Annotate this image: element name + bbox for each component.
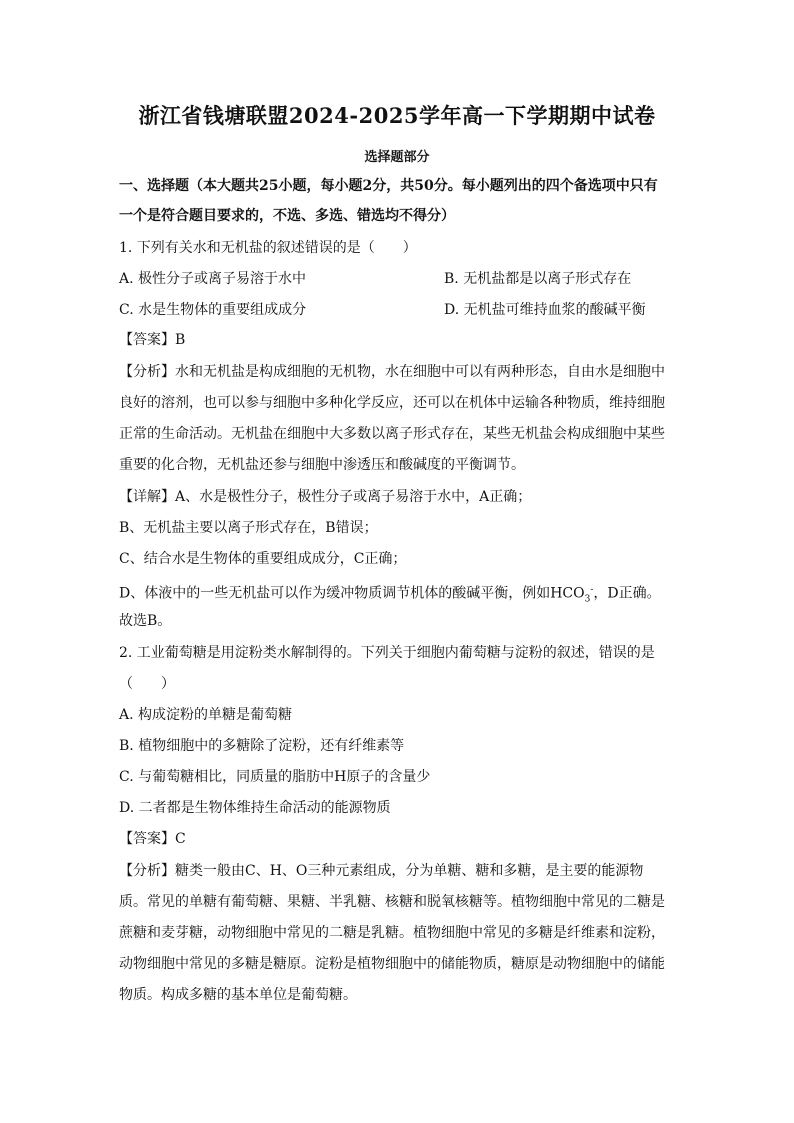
q2-analysis-line: 物质。构成多糖的基本单位是葡萄糖。 [119, 987, 357, 1003]
q1-detail-line: 【详解】A、水是极性分子，极性分子或离子易溶于水中，A正确； [119, 489, 532, 505]
q2-analysis-line: 动物细胞中常见的多糖是糖原。淀粉是植物细胞中的储能物质，糖原是动物细胞中的储能 [119, 956, 665, 972]
q1-detail-line: C、结合水是生物体的重要组成成分，C正确； [119, 551, 407, 567]
q1-option-a: A. 极性分子或离子易溶于水中 [119, 271, 307, 287]
q1-analysis-line: 正常的生命活动。无机盐在细胞中大多数以离子形式存在，某些无机盐会构成细胞中某些 [119, 426, 665, 442]
q1-detail-line: B、无机盐主要以离子形式存在，B错误； [119, 520, 378, 536]
q1-detail-d-suffix: ，D正确。 [593, 585, 661, 602]
q2-option-b: B. 植物细胞中的多糖除了淀粉，还有纤维素等 [119, 738, 405, 754]
q2-stem-line2: （ ） [119, 676, 175, 692]
q1-detail-d-prefix: D、体液中的一些无机盐可以作为缓冲物质调节机体的酸碱平衡，例如HCO [119, 585, 585, 602]
q2-analysis-line: 质。常见的单糖有葡萄糖、果糖、半乳糖、核糖和脱氧核糖等。植物细胞中常见的二糖是 [119, 894, 665, 910]
q1-option-c: C. 水是生物体的重要组成成分 [119, 302, 307, 318]
q1-detail-line-d [119, 580, 661, 609]
q1-answer: 【答案】B [119, 332, 186, 348]
section-subtitle: 选择题部分 [364, 150, 430, 165]
q1-detail-d-sub: 3 [584, 594, 591, 605]
section-heading-line2: 一个是符合题目要求的，不选、多选、错选均不得分） [119, 208, 455, 224]
q1-option-d: D. 无机盐可维持血浆的酸碱平衡 [444, 302, 646, 318]
q2-analysis-line: 【分析】糖类一般由C、H、O三种元素组成，分为单糖、糖和多糖，是主要的能源物 [119, 863, 644, 879]
q1-detail-d-sup: - [590, 585, 594, 595]
q1-conclusion: 故选B。 [119, 613, 172, 629]
q1-option-b: B. 无机盐都是以离子形式存在 [444, 271, 632, 287]
q2-option-d: D. 二者都是生物体维持生命活动的能源物质 [119, 800, 391, 816]
q2-answer: 【答案】C [119, 831, 186, 847]
q2-stem-line1: 2. 工业葡萄糖是用淀粉类水解制得的。下列关于细胞内葡萄糖与淀粉的叙述，错误的是 [119, 645, 655, 661]
q1-stem: 1. 下列有关水和无机盐的叙述错误的是（ ） [119, 240, 417, 256]
q1-analysis-line: 重要的化合物，无机盐还参与细胞中渗透压和酸碱度的平衡调节。 [119, 457, 525, 473]
section-heading-line1: 一、选择题（本大题共25小题，每小题2分，共50分。每小题列出的四个备选项中只有 [119, 178, 658, 194]
q2-analysis-line: 蔗糖和麦芽糖，动物细胞中常见的二糖是乳糖。植物细胞中常见的多糖是纤维素和淀粉， [119, 925, 665, 941]
q2-option-c: C. 与葡萄糖相比，同质量的脂肪中H原子的含量少 [119, 769, 431, 785]
q2-option-a: A. 构成淀粉的单糖是葡萄糖 [119, 707, 293, 723]
q1-analysis-line: 【分析】水和无机盐是构成细胞的无机物，水在细胞中可以有两种形态，自由水是细胞中 [119, 364, 665, 380]
page-title: 浙江省钱塘联盟2024-2025学年高一下学期期中试卷 [138, 103, 656, 128]
q1-analysis-line: 良好的溶剂，也可以参与细胞中多种化学反应，还可以在机体中运输各种物质，维持细胞 [119, 395, 665, 411]
